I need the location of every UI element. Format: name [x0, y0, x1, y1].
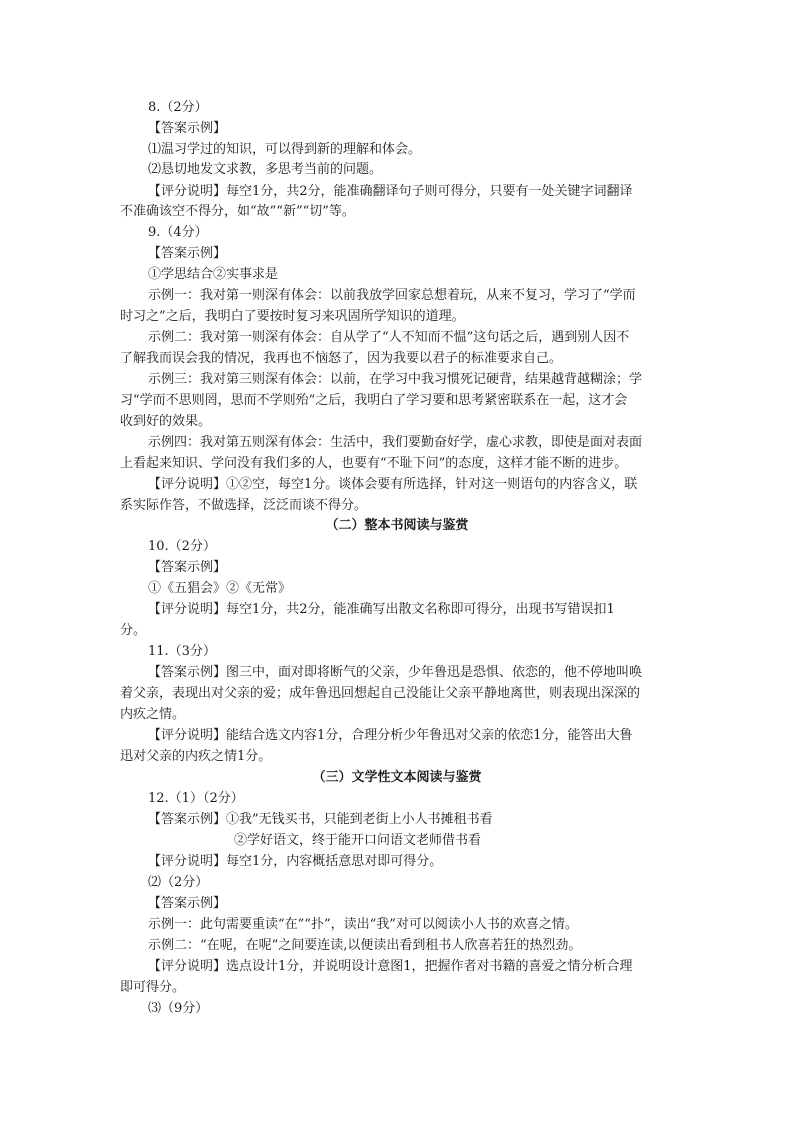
q11-heading: 11.（3分） [148, 644, 216, 659]
q12-2-example-1: 示例一：此句需要重读“在”“扑”，读出“我”对可以阅读小人书的欢喜之情。 [148, 917, 578, 932]
q9-example-3-cont: 习“学而不思则罔，思而不学则殆”之后，我明白了学习要和思考紧密联系在一起，这才会 [120, 393, 628, 408]
q8-scoring-cont: 不准确该空不得分，如“故”“新”“切”等。 [120, 204, 355, 219]
q9-example-2-cont: 了解我而误会我的情况，我再也不恼怒了，因为我要以君子的标准要求自己。 [120, 351, 563, 366]
q12-2-example-2: 示例二：“在呢，在呢”之间要连读,以便读出看到租书人欣喜若狂的热烈劲。 [148, 938, 582, 953]
q12-2-scoring-cont: 即可得分。 [120, 980, 186, 995]
q8-answer-1: ⑴温习学过的知识，可以得到新的理解和体会。 [148, 142, 422, 157]
answer-example-label: 【答案示例】 [148, 896, 227, 911]
q11-scoring: 【评分说明】能结合选文内容1分，合理分析少年鲁迅对父亲的依恋1分，能答出大鲁 [148, 728, 633, 743]
q12-1-answer-1: 【答案示例】①我”无钱买书，只能到老街上小人书摊租书看 [148, 812, 493, 827]
q9-example-3: 示例三：我对第三则深有体会：以前，在学习中我习惯死记硬背，结果越背越糊涂；学 [148, 372, 643, 387]
q12-3-heading: ⑶（9分） [148, 1001, 209, 1016]
q12-1-heading: 12.（1）（2分） [148, 791, 244, 806]
q11-scoring-cont: 迅对父亲的内疚之情1分。 [120, 749, 272, 764]
q11-answer-cont: 着父亲，表现出对父亲的爱；成年鲁迅回想起自己没能让父亲平静地离世，则表现出深深的 [120, 686, 641, 701]
q9-example-1: 示例一：我对第一则深有体会：以前我放学回家总想着玩，从来不复习，学习了“学而 [148, 288, 636, 303]
q12-1-scoring: 【评分说明】每空1分，内容概括意思对即可得分。 [148, 854, 443, 869]
answer-example-label: 【答案示例】 [148, 560, 227, 575]
section-heading-3: （三）文学性文本阅读与鉴赏 [312, 770, 482, 785]
q8-heading: 8.（2分） [148, 100, 208, 115]
q9-answer-blanks: ①学思结合②实事求是 [148, 267, 279, 282]
section-heading-2: （二）整本书阅读与鉴赏 [325, 518, 469, 533]
q9-scoring: 【评分说明】①②空，每空1分。谈体会要有所选择，针对这一则语句的内容含义，联 [148, 477, 638, 492]
q12-2-heading: ⑵（2分） [148, 875, 209, 890]
answer-example-label: 【答案示例】 [148, 246, 227, 261]
q9-example-4: 示例四：我对第五则深有体会：生活中，我们要勤奋好学，虚心求教，即使是面对表面 [148, 435, 643, 450]
q10-scoring-cont: 分。 [120, 623, 147, 638]
q10-heading: 10.（2分） [148, 539, 216, 554]
q9-example-4-cont: 上看起来知识、学问没有我们多的人，也要有“不耻下问”的态度，这样才能不断的进步。 [120, 456, 628, 471]
q11-answer-cont2: 内疚之情。 [120, 707, 186, 722]
q9-example-2: 示例二：我对第一则深有体会：自从学了“人不知而不愠”这句话之后，遇到别人因不 [148, 330, 630, 345]
q11-answer: 【答案示例】图三中，面对即将断气的父亲，少年鲁迅是恐惧、依恋的，他不停地叫唤 [148, 665, 643, 680]
answer-example-label: 【答案示例】 [148, 121, 227, 136]
q9-example-1-cont: 时习之”之后，我明白了要按时复习来巩固所学知识的道理。 [120, 309, 465, 324]
q8-answer-2: ⑵恳切地发文求教，多思考当前的问题。 [148, 162, 383, 177]
q10-scoring: 【评分说明】每空1分，共2分，能准确写出散文名称即可得分，出现书写错误扣1 [148, 602, 615, 617]
q8-scoring: 【评分说明】每空1分，共2分，能准确翻译句子则可得分，只要有一处关键字词翻译 [148, 184, 633, 199]
q9-example-3-cont2: 收到好的效果。 [120, 414, 212, 429]
q10-answer: ①《五猖会》②《无常》 [148, 581, 292, 596]
q9-scoring-cont: 系实际作答，不做选择，泛泛而谈不得分。 [120, 498, 368, 513]
q9-heading: 9.（4分） [148, 225, 208, 240]
q12-2-scoring: 【评分说明】选点设计1分，并说明设计意图1，把握作者对书籍的喜爱之情分析合理 [148, 959, 633, 974]
q12-1-answer-2: ②学好语文，终于能开口问语文老师借书看 [234, 833, 482, 848]
